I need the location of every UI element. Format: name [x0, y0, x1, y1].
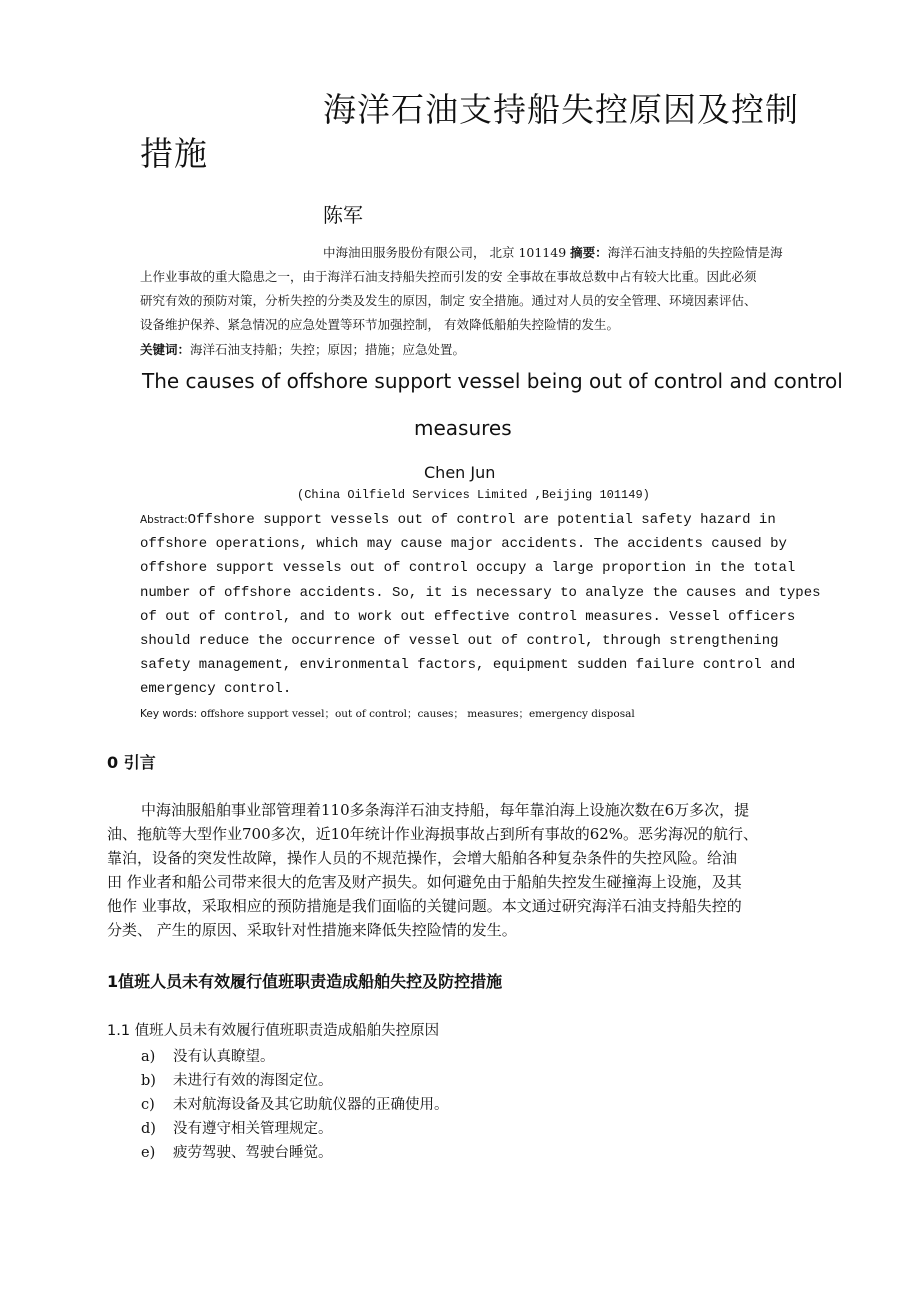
list-item — [141, 1117, 449, 1141]
abstract-cn-text-start: 海洋石油支持船的失控险情是海 — [607, 245, 783, 260]
list-marker: d) — [141, 1121, 156, 1137]
english-title-line-1: The causes of offshore support vessel being out of control and control — [142, 369, 843, 393]
english-keywords-first-letter: o — [200, 708, 207, 720]
english-affiliation: (China Oilfield Services Limited ,Beijing 101149) — [297, 488, 650, 502]
title-line-2: 措施 — [140, 134, 208, 173]
cause-list — [141, 1045, 449, 1165]
abstract-cn-line-3: 研究有效的预防对策，分析失控的分类及发生的原因，制定 安全措施。通过对人员的安全管理、环境因素评估、 — [140, 293, 757, 308]
section-0-line: 油、拖航等大型作业700多次，近10年统计作业海损事故占到所有事故的62%。恶劣海况的航行、 — [107, 825, 759, 843]
list-item-text: 未进行有效的海图定位。 — [173, 1073, 333, 1089]
affiliation-cn: 中海油田服务股份有限公司， 北京 101149 — [323, 245, 567, 260]
list-item — [141, 1069, 449, 1093]
english-abstract-line: offshore operations, which may cause major accidents. The accidents caused by — [140, 536, 787, 553]
section-1-heading: 1值班人员未有效履行值班职责造成船舶失控及防控措施 — [107, 972, 503, 991]
section-1-1-heading: 1.1 值班人员未有效履行值班职责造成船舶失控原因 — [107, 1023, 440, 1039]
list-item-text: 没有遵守相关管理规定。 — [173, 1121, 333, 1137]
list-marker: a) — [141, 1049, 156, 1065]
english-abstract-line: of out of control, and to work out effective control measures. Vessel officers — [140, 608, 796, 625]
list-item — [141, 1045, 449, 1069]
abstract-cn-line-4: 设备维护保养、紧急情况的应急处置等环节加强控制， 有效降低船舶失控险情的发生。 — [140, 317, 619, 332]
abstract-cn-line-2: 上作业事故的重大隐患之一，由于海洋石油支持船失控而引发的安 全事故在事故总数中占有较大比重。因此必须 — [140, 269, 757, 284]
keywords-cn-text: 海洋石油支持船；失控；原因；措施；应急处置。 — [190, 342, 466, 357]
english-abstract-line: emergency control. — [140, 681, 292, 698]
section-0-line: 靠泊，设备的突发性故障，操作人员的不规范操作，会增大船舶各种复杂条件的失控风险。给油 — [107, 849, 738, 867]
section-0-line: 他作 业事故，采取相应的预防措施是我们面临的关键问题。本文通过研究海洋石油支持船失控的 — [107, 897, 742, 915]
english-keywords-text: ffshore support vessel；out of control；causes； measures；emergency disposal — [206, 708, 635, 720]
english-abstract — [140, 508, 821, 702]
keywords-cn-label: 关键词： — [140, 342, 191, 357]
english-abstract-label: Abstract: — [140, 514, 188, 526]
section-0-line: 分类、 产生的原因、采取针对性措施来降低失控险情的发生。 — [107, 921, 517, 939]
list-item — [141, 1093, 449, 1117]
list-marker: e) — [141, 1145, 156, 1161]
english-abstract-text: Offshore support vessels out of control are potential safety hazard in — [187, 512, 776, 528]
title-line-1: 海洋石油支持船失控原因及控制 — [323, 90, 799, 129]
keywords-cn — [140, 339, 465, 361]
english-abstract-line: number of offshore accidents. So, it is necessary to analyze the causes and types — [140, 584, 821, 601]
section-0-body — [107, 798, 758, 942]
author-name: 陈军 — [323, 203, 363, 227]
english-abstract-line: safety management, environmental factors, equipment sudden failure control and — [140, 657, 796, 674]
english-keywords — [140, 706, 635, 721]
list-item-text: 没有认真瞭望。 — [173, 1049, 275, 1065]
list-marker: b) — [141, 1073, 156, 1089]
section-0-line: 田 作业者和船公司带来很大的危害及财产损失。如何避免由于船舶失控发生碰撞海上设施，及其 — [107, 873, 742, 891]
english-abstract-line: offshore support vessels out of control occupy a large proportion in the total — [140, 560, 796, 577]
section-0-heading: 0 引言 — [107, 753, 156, 772]
list-item-text: 疲劳驾驶、驾驶台睡觉。 — [173, 1145, 333, 1161]
english-abstract-line — [140, 508, 821, 532]
english-abstract-line: should reduce the occurrence of vessel out of control, through strengthening — [140, 633, 779, 650]
english-keywords-label: Key words: — [140, 708, 201, 720]
abstract-cn-label: 摘要： — [570, 245, 608, 260]
list-item-text: 未对航海设备及其它助航仪器的正确使用。 — [173, 1097, 449, 1113]
english-title-line-2: measures — [414, 416, 512, 440]
list-item — [141, 1141, 449, 1165]
section-0-line: 中海油服船舶事业部管理着110多条海洋石油支持船，每年靠泊海上设施次数在6万多次，提 — [141, 801, 750, 819]
list-marker: c) — [141, 1097, 155, 1113]
abstract-cn-line-1 — [323, 242, 783, 264]
english-author: Chen Jun — [424, 463, 496, 482]
